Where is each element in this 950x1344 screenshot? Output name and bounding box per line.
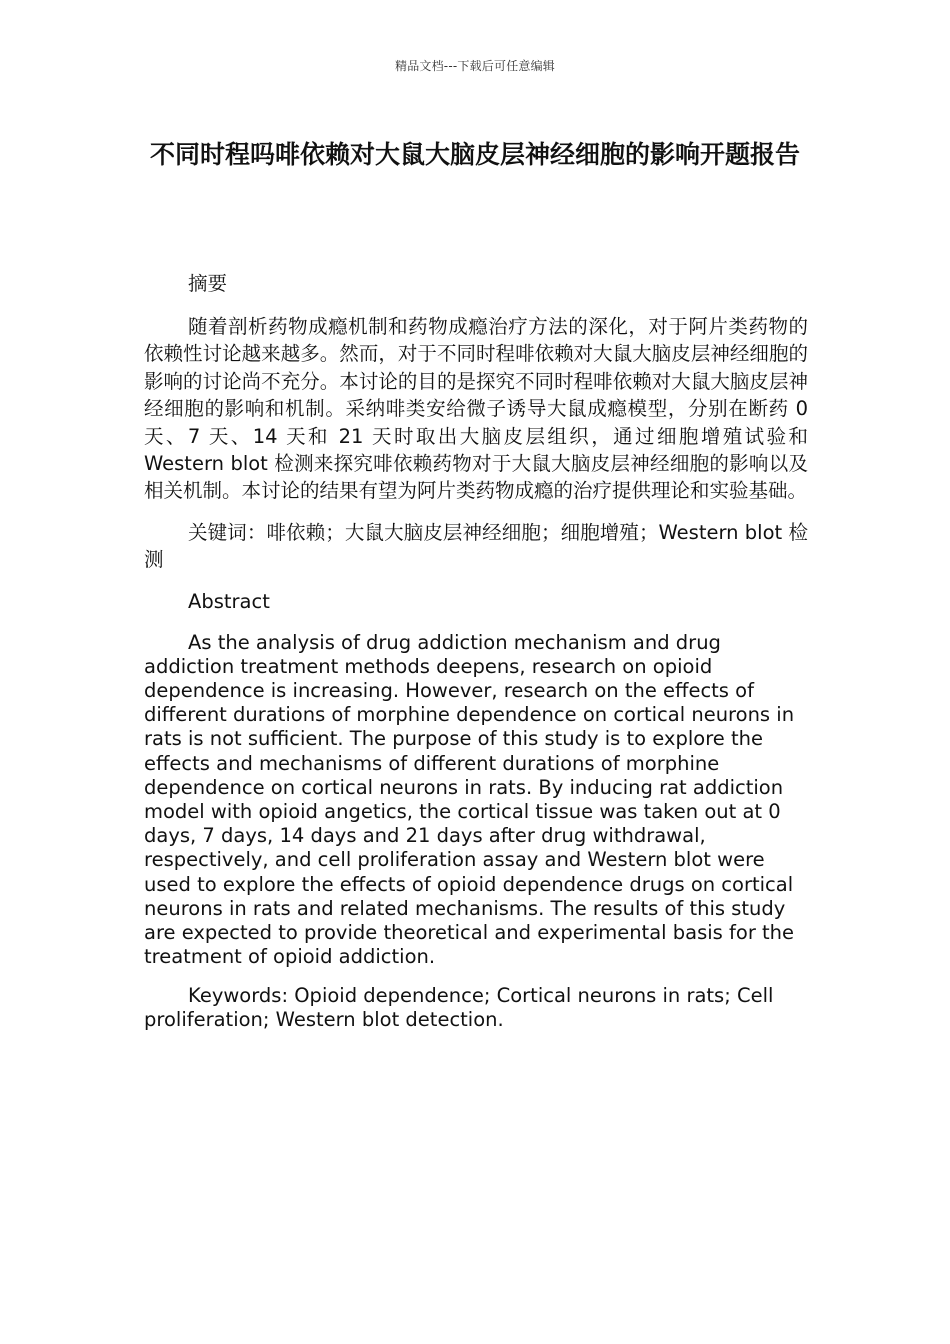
en-keywords: Keywords: Opioid dependence; Cortical neurons in rats; Cell proliferation; Western blot detection. — [144, 983, 774, 1031]
cn-keywords: 关键词：啡依赖；大鼠大脑皮层神经细胞；细胞增殖；Western blot 检测 — [144, 520, 808, 572]
document-title: 不同时程吗啡依赖对大鼠大脑皮层神经细胞的影响开题报告 — [149, 140, 800, 169]
en-abstract-heading: Abstract — [188, 589, 270, 613]
cn-abstract-heading: 摘要 — [188, 272, 228, 295]
header-note: 精品文档---下载后可任意编辑 — [395, 59, 555, 73]
cn-abstract-body: 随着剖析药物成瘾机制和药物成瘾治疗方法的深化，对于阿片类药物的依赖性讨论越来越多。然而，对于不同时程啡依赖对大鼠大脑皮层神经细胞的影响的讨论尚不充分。本讨论的目的是探究不同时程啡依赖对大鼠大脑皮层神经细胞的影响和机制。采纳啡类安给微子诱导大鼠成瘾模型，分别在断药 0 天、7 天、14 天和 21 天时取出大脑皮层组织，通过细胞增殖试验和 Western blot 检测来探究啡依赖药物对于大鼠大脑皮层神经细胞的影响以及相关机制。本讨论的结果有望为阿片类药物成瘾的治疗提供理论和实验基础。 — [144, 315, 808, 503]
document-body — [144, 270, 808, 1046]
en-abstract-body: As the analysis of drug addiction mechanism and drug addiction treatment methods deepens, research on opioid dependence is increasing. However, research on the effects of different durations of morphine dependence on cortical neurons in rats is not sufficient. The purpose of this study is to explore the effects and mechanisms of different durations of morphine dependence on cortical neurons in rats. By inducing rat addiction model with opioid angetics, the cortical tissue was taken out at 0 days, 7 days, 14 days and 21 days after drug withdrawal, respectively, and cell proliferation assay and Western blot were used to explore the effects of opioid dependence drugs on cortical neurons in rats and related mechanisms. The results of this study are expected to provide theoretical and experimental basis for the treatment of opioid addiction. — [144, 630, 795, 969]
